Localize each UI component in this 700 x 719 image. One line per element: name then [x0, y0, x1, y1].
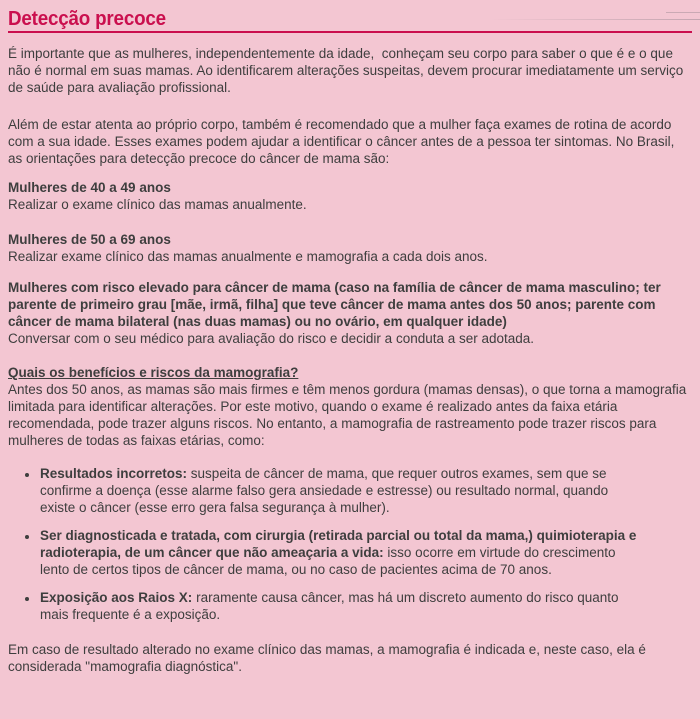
risks-section-heading — [8, 364, 692, 381]
risk-item-overdiagnosis — [39, 527, 637, 578]
intro-paragraph-2: Além de estar atenta ao próprio corpo, também é recomendado que a mulher faça exames de rotina de acordo com a sua idade. Esses exames podem ajudar a identificar o câncer antes de a pessoa ter sintomas. No Brasil, as orientações para detecção precoce do câncer de mama são: — [8, 117, 679, 166]
intro-paragraph-1: É importante que as mulheres, independentemente da idade, conheçam seu corpo para saber o que é e o que não é normal em suas mamas. Ao identificarem alterações suspeitas, devem procurar imediatamente um serviço de saúde para avaliação profissional. — [8, 46, 688, 95]
guideline-block-40-49 — [8, 179, 692, 213]
risk-term: Resultados incorretos: — [40, 466, 188, 481]
page-title: Detecção precoce — [8, 8, 166, 30]
risk-list — [8, 465, 637, 623]
risks-section — [8, 364, 692, 623]
risks-intro-paragraph: Antes dos 50 anos, as mamas são mais firmes e têm menos gordura (mamas densas), o que torna a mamografia limitada para identificar alterações. Por este motivo, quando o exame é realizado antes da faixa etária recomendada, pode trazer alguns riscos. No entanto, a mamografia de rastreamento pode trazer riscos para mulheres de todas as faixas etárias, como: — [8, 382, 687, 448]
risk-description: isso ocorre em virtude do crescimento lento de certos tipos de câncer de mama, ou no caso de pacientes acima de 70 anos. — [40, 545, 616, 577]
risk-item-xray-exposure — [39, 589, 637, 623]
guideline-text-high-risk: Conversar com o seu médico para avaliação do risco e decidir a conduta a ser adotada. — [8, 331, 535, 346]
risk-term: Ser diagnosticada e tratada, com cirurgia (retirada parcial ou total da mama,) quimioterapia e radioterapia, de um câncer que não ameaçaria a vida: — [40, 528, 637, 560]
guideline-text-50-69: Realizar exame clínico das mamas anualmente e mamografia a cada dois anos. — [8, 249, 488, 264]
guideline-text-40-49: Realizar o exame clínico das mamas anualmente. — [8, 197, 307, 212]
guideline-heading-50-69: Mulheres de 50 a 69 anos — [8, 232, 171, 247]
article-header — [8, 0, 692, 33]
risk-term: Exposição aos Raios X: — [40, 590, 193, 605]
closing-paragraph: Em caso de resultado alterado no exame clínico das mamas, a mamografia é indicada e, neste caso, ela é considerada "mamografia diagnóstica". — [8, 642, 646, 674]
risk-description: raramente causa câncer, mas há um discreto aumento do risco quanto mais frequente é a exposição. — [40, 590, 619, 622]
guideline-block-50-69 — [8, 231, 692, 265]
guideline-block-high-risk — [8, 279, 692, 347]
risk-description: suspeita de câncer de mama, que requer outros exames, sem que se confirme a doença (esse alarme falso gera ansiedade e estresse) ou resultado normal, quando existe o câncer (esse erro gera falsa segurança à mulher). — [40, 466, 609, 515]
guideline-heading-40-49: Mulheres de 40 a 49 anos — [8, 180, 171, 195]
risks-section-heading-text: Quais os benefícios e riscos da mamografia? — [8, 365, 299, 380]
risk-item-incorrect-results — [39, 465, 637, 516]
guideline-heading-high-risk: Mulheres com risco elevado para câncer de mama (caso na família de câncer de mama masculino; ter parente de primeiro grau [mãe, irmã, filha] que teve câncer de mama antes dos 50 anos; parente com câncer de mama bilateral (nas duas mamas) ou no ovário, em qualquer idade) — [8, 280, 661, 329]
